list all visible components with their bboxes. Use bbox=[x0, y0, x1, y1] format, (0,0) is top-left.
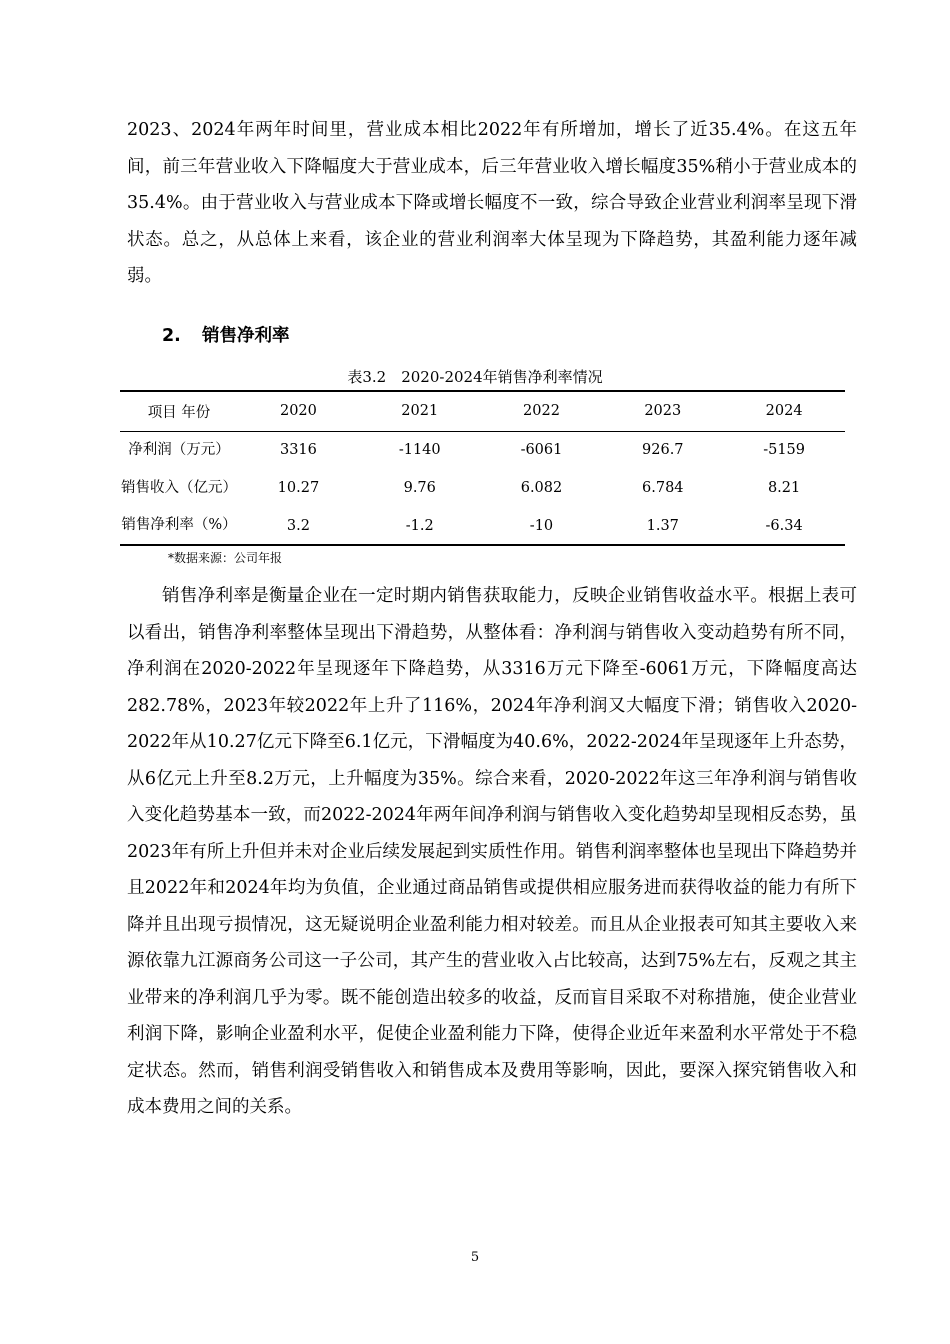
table-cell: 926.7 bbox=[642, 442, 684, 459]
row-label: 净利润（万元） bbox=[128, 441, 230, 458]
table-cell: -6061 bbox=[520, 442, 563, 459]
section-heading bbox=[162, 322, 290, 347]
page-number: 5 bbox=[470, 1250, 480, 1265]
net-margin-table bbox=[120, 390, 845, 546]
table-cell: 10.27 bbox=[277, 480, 320, 496]
header-cell: 2020 bbox=[238, 391, 359, 431]
section-number: 2. bbox=[162, 326, 181, 346]
table-cell: 3316 bbox=[279, 442, 317, 459]
table-cell: -1140 bbox=[398, 442, 441, 459]
table-cell: -6.34 bbox=[723, 507, 845, 545]
table-cell: -1.2 bbox=[359, 507, 481, 545]
row-label: 销售收入（亿元） bbox=[121, 479, 237, 496]
header-cell: 2022 bbox=[481, 391, 603, 431]
table-header-row bbox=[120, 391, 845, 431]
table-cell: -10 bbox=[481, 507, 603, 545]
body-paragraph-1: 2023、2024年两年时间里，营业成本相比2022年有所增加，增长了近35.4%。在这五年间，前三年营业收入下降幅度大于营业成本，后三年营业收入增长幅度35%稍小于营业成本的35.4%。由于营业收入与营业成本下降或增长幅度不一致，综合导致企业营业利润率呈现下滑状态。总之，从总体上来看，该企业的营业利润率大体呈现为下降趋势，其盈利能力逐年减弱。 bbox=[127, 120, 857, 286]
header-cell: 项目 年份 bbox=[120, 391, 238, 431]
body-paragraph-2: 销售净利率是衡量企业在一定时期内销售获取能力，反映企业销售收益水平。根据上表可以看出，销售净利率整体呈现出下滑趋势，从整体看：净利润与销售收入变动趋势有所不同，净利润在2020-2022年呈现逐年下降趋势，从3316万元下降至-6061万元，下降幅度高达282.78%，2023年较2022年上升了116%，2024年净利润又大幅度下滑；销售收入2020-2022年从10.27亿元下降至6.1亿元，下滑幅度为40.6%，2022-2024年呈现逐年上升态势，从6亿元上升至8.2万元，上升幅度为35%。综合来看，2020-2022年这三年净利润与销售收入变化趋势基本一致，而2022-2024年两年间净利润与销售收入变化趋势却呈现相反态势，虽2023年有所上升但并未对企业后续发展起到实质性作用。销售利润率整体也呈现出下降趋势并且2022年和2024年均为负值，企业通过商品销售或提供相应服务进而获得收益的能力有所下降并且出现亏损情况，这无疑说明企业盈利能力相对较差。而且从企业报表可知其主要收入来源依靠九江源商务公司这一子公司，其产生的营业收入占比较高，达到75%左右，反观之其主业带来的净利润几乎为零。既不能创造出较多的收益，反而盲目采取不对称措施，使企业营业利润下降，影响企业盈利水平，促使企业盈利能力下降，使得企业近年来盈利水平常处于不稳定状态。然而，销售利润受销售收入和销售成本及费用等影响，因此，要深入探究销售收入和成本费用之间的关系。 bbox=[127, 586, 857, 1117]
table-cell: 6.082 bbox=[520, 480, 563, 496]
table-cell: -5159 bbox=[763, 442, 806, 459]
table-row bbox=[120, 469, 845, 507]
table-cell: 8.21 bbox=[767, 480, 801, 496]
table-source-note: *数据来源：公司年报 bbox=[168, 551, 283, 565]
header-cell: 2021 bbox=[359, 391, 481, 431]
table-cell: 3.2 bbox=[238, 507, 359, 545]
table-cell: 1.37 bbox=[602, 507, 723, 545]
table-cell: 6.784 bbox=[642, 480, 684, 496]
row-label: 销售净利率（%） bbox=[120, 507, 238, 545]
header-cell: 2023 bbox=[602, 391, 723, 431]
section-title: 销售净利率 bbox=[202, 326, 290, 346]
table-row bbox=[120, 431, 845, 469]
table-row bbox=[120, 507, 845, 545]
table-caption: 表3.2 2020-2024年销售净利率情况 bbox=[347, 368, 603, 386]
table-cell: 9.76 bbox=[403, 480, 436, 496]
header-cell: 2024 bbox=[723, 391, 845, 431]
